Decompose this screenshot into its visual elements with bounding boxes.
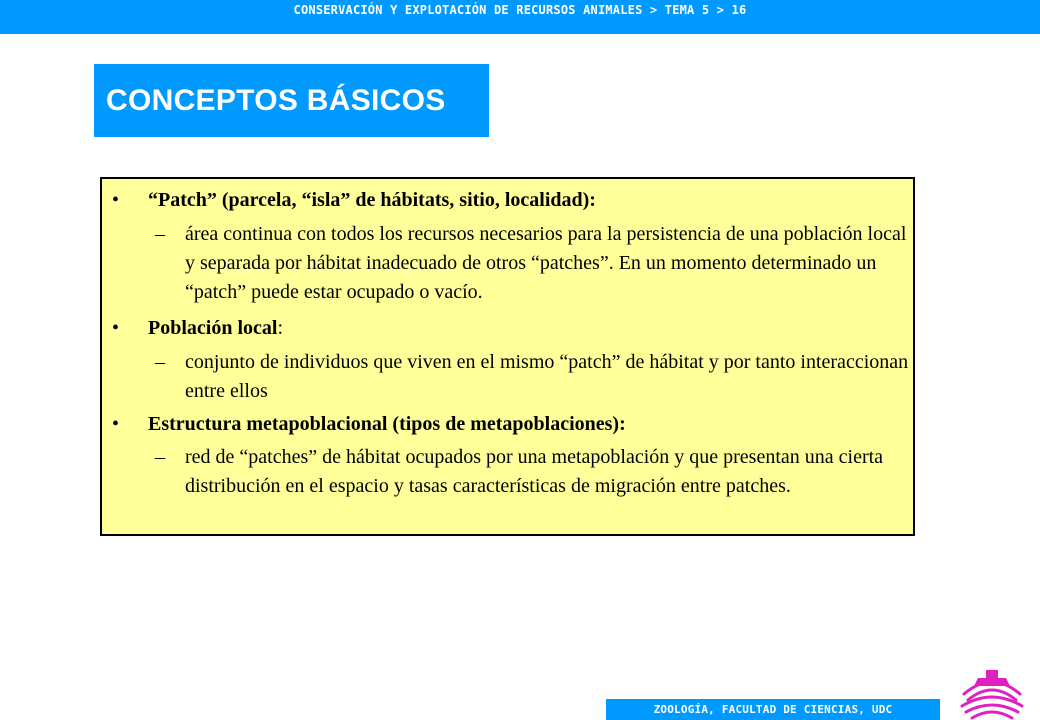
footer-text: ZOOLOGÍA, FACULTAD DE CIENCIAS, UDC	[653, 703, 893, 716]
dash-marker: –	[155, 223, 165, 245]
sub-item	[155, 443, 913, 501]
sub-item	[155, 220, 913, 307]
sub-text: área continua con todos los recursos necesarios para la persistencia de una población local y separada por hábitat inadecuado de otros “patches”. En un momento determinado un “patch” puede estar ocupado o vacío.	[185, 223, 907, 303]
bullet-heading: Población local	[148, 317, 278, 339]
page-title: CONCEPTOS BÁSICOS	[106, 83, 446, 117]
bullet-heading-suffix: :	[277, 317, 284, 339]
bullet-heading: Estructura metapoblacional (tipos de metapoblaciones):	[148, 413, 626, 435]
content-panel	[100, 177, 915, 536]
footer-bar	[606, 699, 940, 720]
sub-text: conjunto de individuos que viven en el mismo “patch” de hábitat y por tanto interaccionan entre ellos	[185, 351, 909, 402]
bullet-item	[112, 412, 626, 436]
dash-marker: –	[155, 446, 165, 468]
sub-text: red de “patches” de hábitat ocupados por una metapoblación y que presentan una cierta distribución en el espacio y tasas características de migración entre patches.	[185, 446, 884, 497]
header-bar	[0, 0, 1040, 34]
bullet-heading: “Patch” (parcela, “isla” de hábitats, sitio, localidad):	[148, 189, 596, 211]
university-seal-icon	[956, 660, 1028, 720]
title-banner	[94, 64, 489, 137]
bullet-item	[112, 188, 596, 212]
bullet-marker: •	[112, 413, 120, 435]
sub-item	[155, 348, 913, 406]
bullet-marker: •	[112, 317, 120, 339]
bullet-item	[112, 316, 283, 340]
dash-marker: –	[155, 351, 165, 373]
breadcrumb: CONSERVACIÓN Y EXPLOTACIÓN DE RECURSOS ANIMALES > TEMA 5 > 16	[293, 3, 747, 17]
bullet-marker: •	[112, 189, 120, 211]
